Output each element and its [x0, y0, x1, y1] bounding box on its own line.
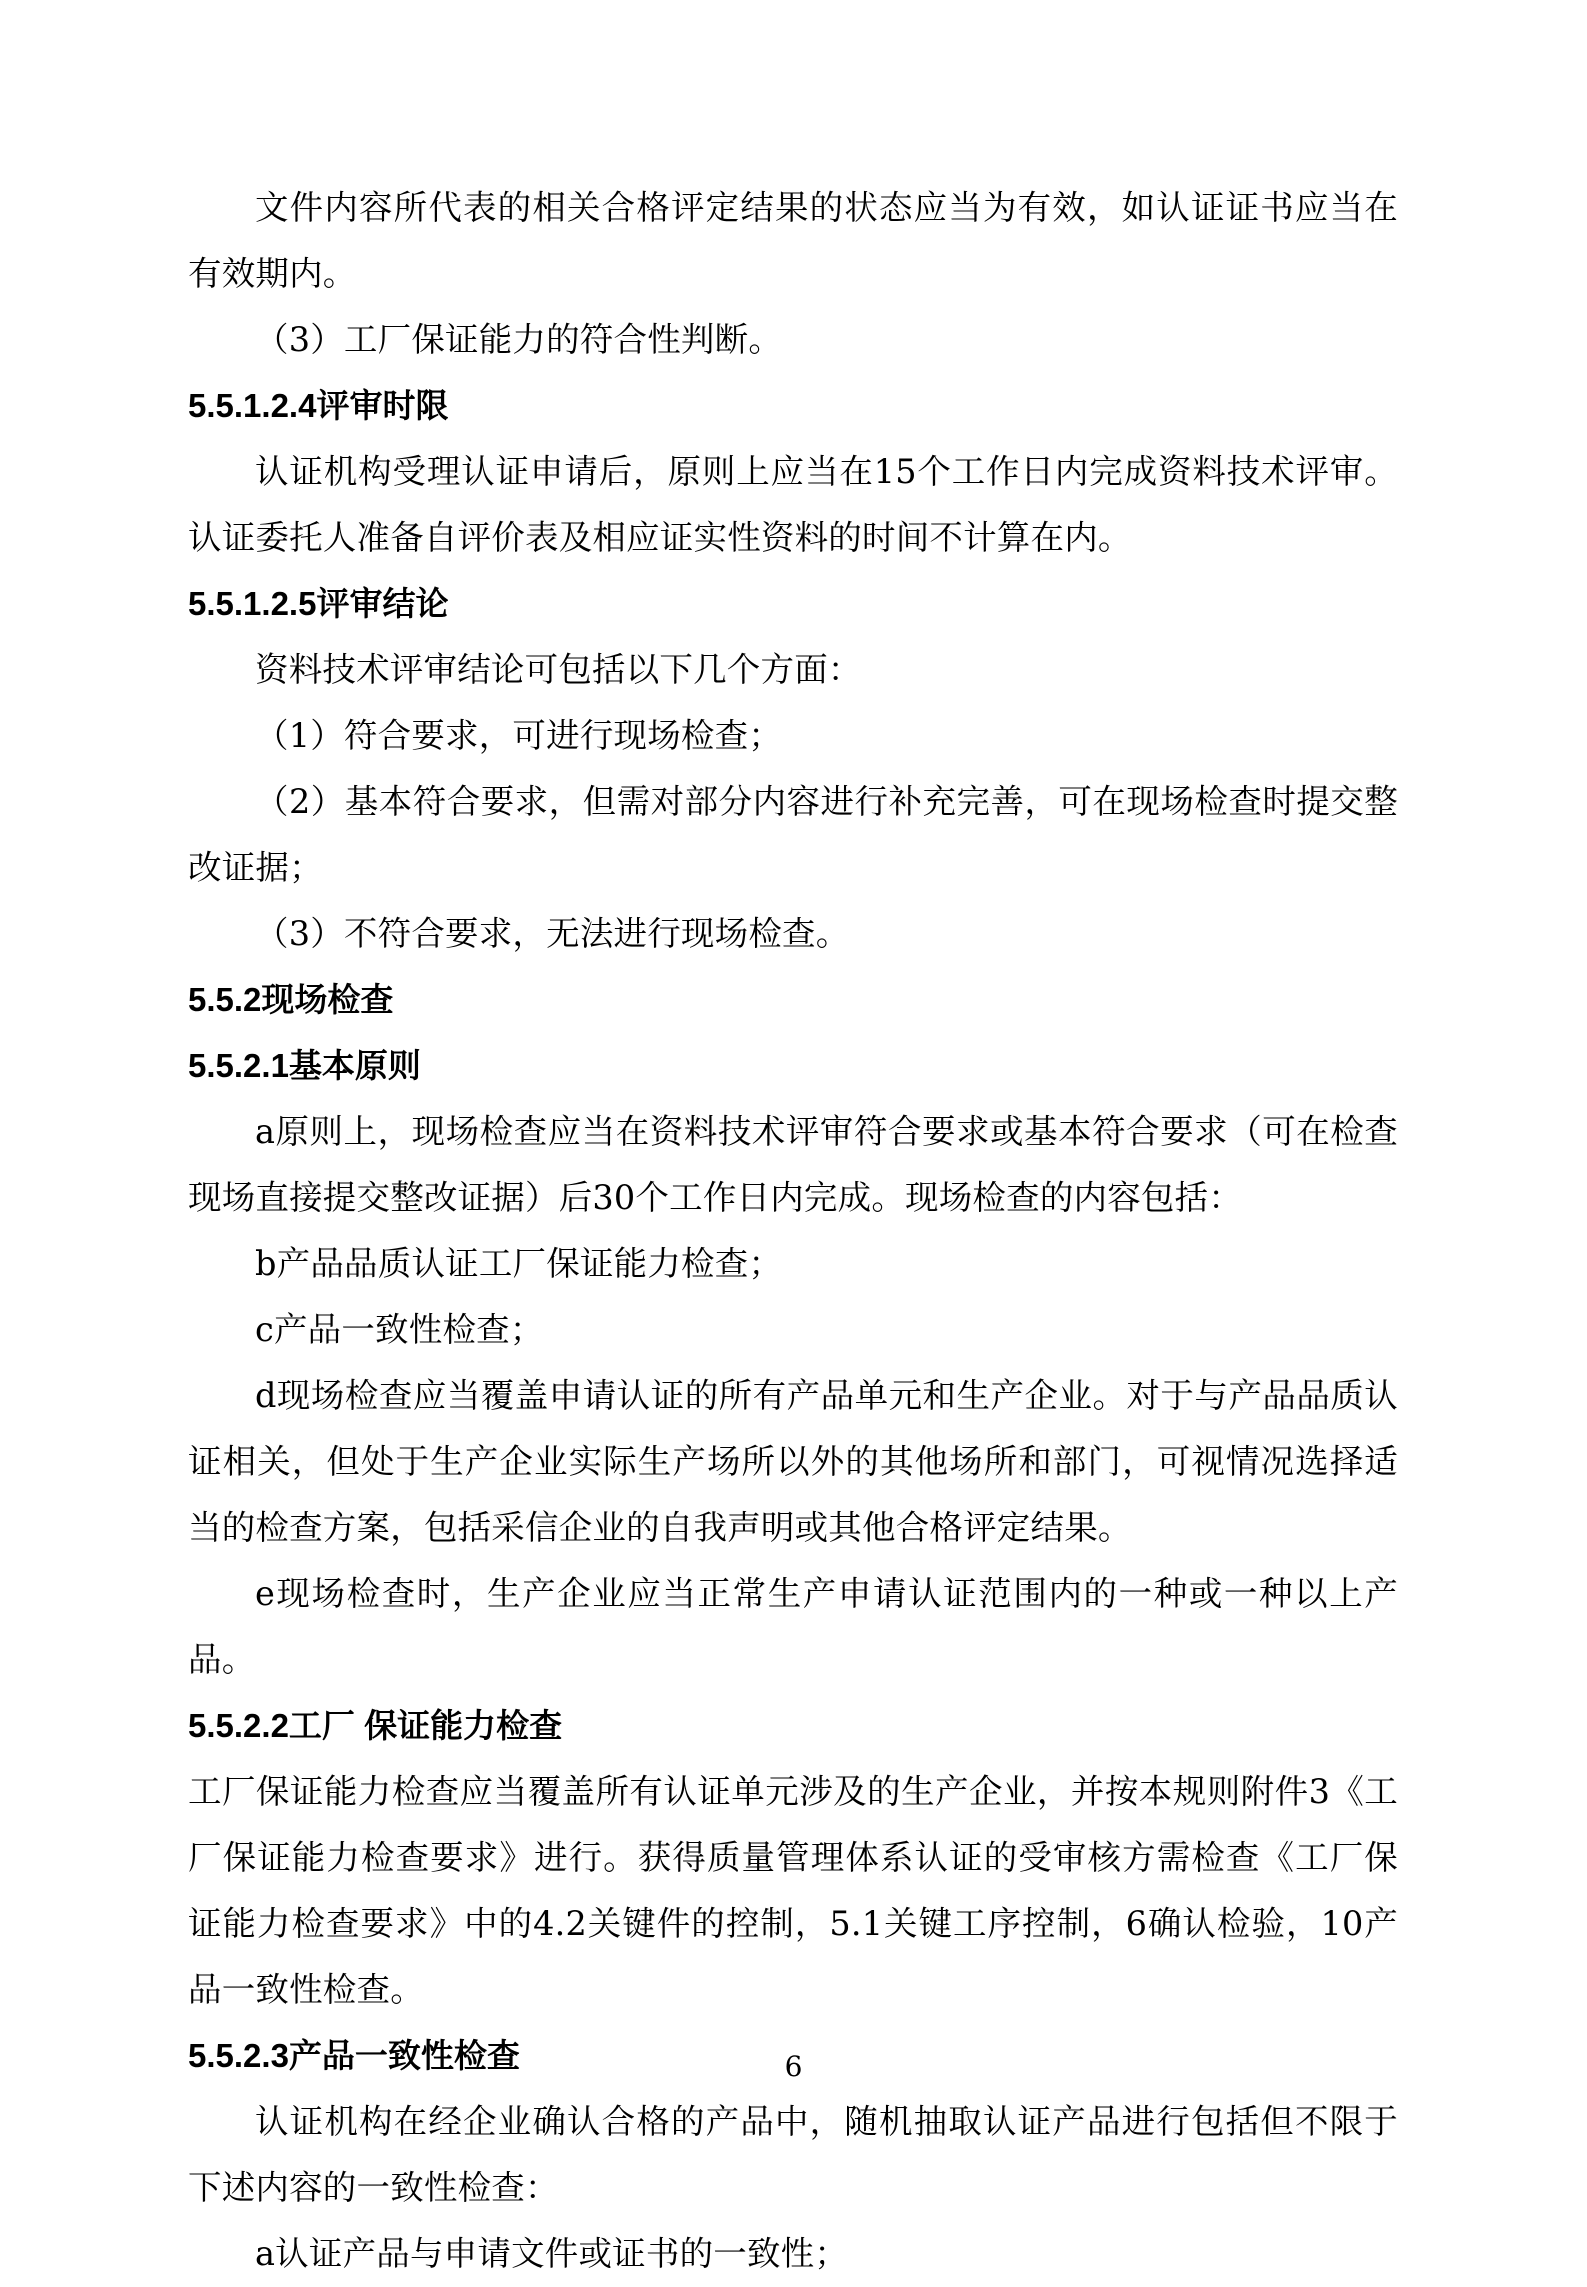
paragraph-consistency-check-intro: 认证机构在经企业确认合格的产品中，随机抽取认证产品进行包括但不限于下述内容的一致性检查：: [188, 2102, 1398, 2207]
heading-5-5-2: 5.5.2现场检查: [188, 981, 394, 1018]
paragraph-conclusion-item-3: （3）不符合要求，无法进行现场检查。: [255, 914, 850, 953]
paragraph-conclusion-item-2: （2）基本符合要求，但需对部分内容进行补充完善，可在现场检查时提交整改证据；: [188, 782, 1398, 887]
paragraph-principle-a: a原则上，现场检查应当在资料技术评审符合要求或基本符合要求（可在检查现场直接提交整改证据）后30个工作日内完成。现场检查的内容包括：: [188, 1112, 1398, 1217]
heading-5-5-2-2: 5.5.2.2工厂 保证能力检查: [188, 1707, 563, 1744]
paragraph-principle-c: c产品一致性检查；: [255, 1310, 544, 1349]
heading-5-5-2-1: 5.5.2.1基本原则: [188, 1047, 421, 1084]
paragraph-principle-d: d现场检查应当覆盖申请认证的所有产品单元和生产企业。对于与产品品质认证相关，但处于生产企业实际生产场所以外的其他场所和部门，可视情况选择适当的检查方案，包括采信企业的自我声明或其他合格评定结果。: [188, 1376, 1398, 1547]
paragraph-item-3-factory-capability: （3）工厂保证能力的符合性判断。: [255, 320, 783, 359]
paragraph-conclusion-item-1: （1）符合要求，可进行现场检查；: [255, 716, 783, 755]
heading-5-5-2-3: 5.5.2.3产品一致性检查: [188, 2037, 520, 2074]
paragraph-factory-capability-check: 工厂保证能力检查应当覆盖所有认证单元涉及的生产企业，并按本规则附件3《工厂保证能力检查要求》进行。获得质量管理体系认证的受审核方需检查《工厂保证能力检查要求》中的4.2关键件的控制，5.1关键工序控制，6确认检验，10产品一致性检查。: [188, 1772, 1398, 2009]
heading-5-5-1-2-5: 5.5.1.2.5评审结论: [188, 585, 449, 622]
paragraph-consistency-item-a: a认证产品与申请文件或证书的一致性；: [255, 2234, 849, 2273]
paragraph-principle-b: b产品品质认证工厂保证能力检查；: [255, 1244, 783, 1283]
page-number: 6: [784, 2050, 803, 2083]
paragraph-review-time-limit: 认证机构受理认证申请后，原则上应当在15个工作日内完成资料技术评审。认证委托人准备自评价表及相应证实性资料的时间不计算在内。: [188, 452, 1398, 557]
page-content: [188, 175, 1398, 2287]
paragraph-review-conclusion-intro: 资料技术评审结论可包括以下几个方面：: [255, 650, 862, 689]
paragraph-principle-e: e现场检查时，生产企业应当正常生产申请认证范围内的一种或一种以上产品。: [188, 1574, 1398, 1679]
heading-5-5-1-2-4: 5.5.1.2.4评审时限: [188, 387, 449, 424]
paragraph-file-content-validity: 文件内容所代表的相关合格评定结果的状态应当为有效，如认证证书应当在有效期内。: [188, 188, 1398, 293]
